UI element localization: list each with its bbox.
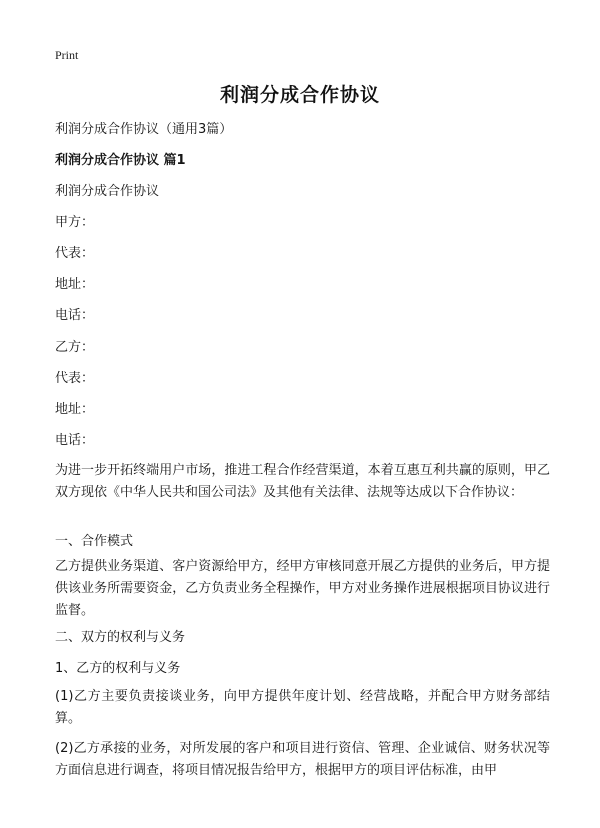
print-link[interactable]: Print — [55, 48, 79, 62]
section2-sub1: 1、乙方的权利与义务 — [55, 661, 181, 676]
section1-title: 一、合作模式 — [55, 534, 134, 549]
party-a-phone: 电话： — [55, 308, 95, 323]
agreement-name: 利润分成合作协议 — [55, 184, 160, 199]
document-title: 利润分成合作协议 — [219, 84, 380, 106]
clause-1: (1)乙方主要负责接谈业务，向甲方提供年度计划、经营战略，并配合甲方财务部结算。 — [55, 689, 550, 726]
section1-body: 乙方提供业务渠道、客户资源给甲方，经甲方审核同意开展乙方提供的业务后，甲方提供该业务所需要资金，乙方负责业务全程操作，甲方对业务操作进展根据项目协议进行监督。 — [55, 559, 550, 618]
document-subtitle: 利润分成合作协议（通用3篇） — [55, 122, 233, 137]
party-a-label: 甲方： — [55, 215, 95, 230]
section-heading: 利润分成合作协议 篇1 — [55, 153, 186, 168]
party-b-address: 地址： — [55, 402, 95, 417]
section2-title: 二、双方的权利与义务 — [55, 630, 186, 645]
party-b-representative: 代表： — [55, 371, 95, 386]
intro-paragraph: 为进一步开拓终端用户市场，推进工程合作经营渠道，本着互惠互利共赢的原则，甲乙双方现依《中华人民共和国公司法》及其他有关法律、法规等达成以下合作协议： — [55, 463, 550, 500]
party-a-address: 地址： — [55, 277, 95, 292]
clause-2: (2)乙方承接的业务，对所发展的客户和项目进行资信、管理、企业诚信、财务状况等方面信息进行调查，将项目情况报告给甲方，根据甲方的项目评估标准，由甲 — [55, 741, 550, 778]
party-b-phone: 电话： — [55, 433, 95, 448]
party-a-representative: 代表： — [55, 246, 95, 261]
party-b-label: 乙方： — [55, 340, 95, 355]
